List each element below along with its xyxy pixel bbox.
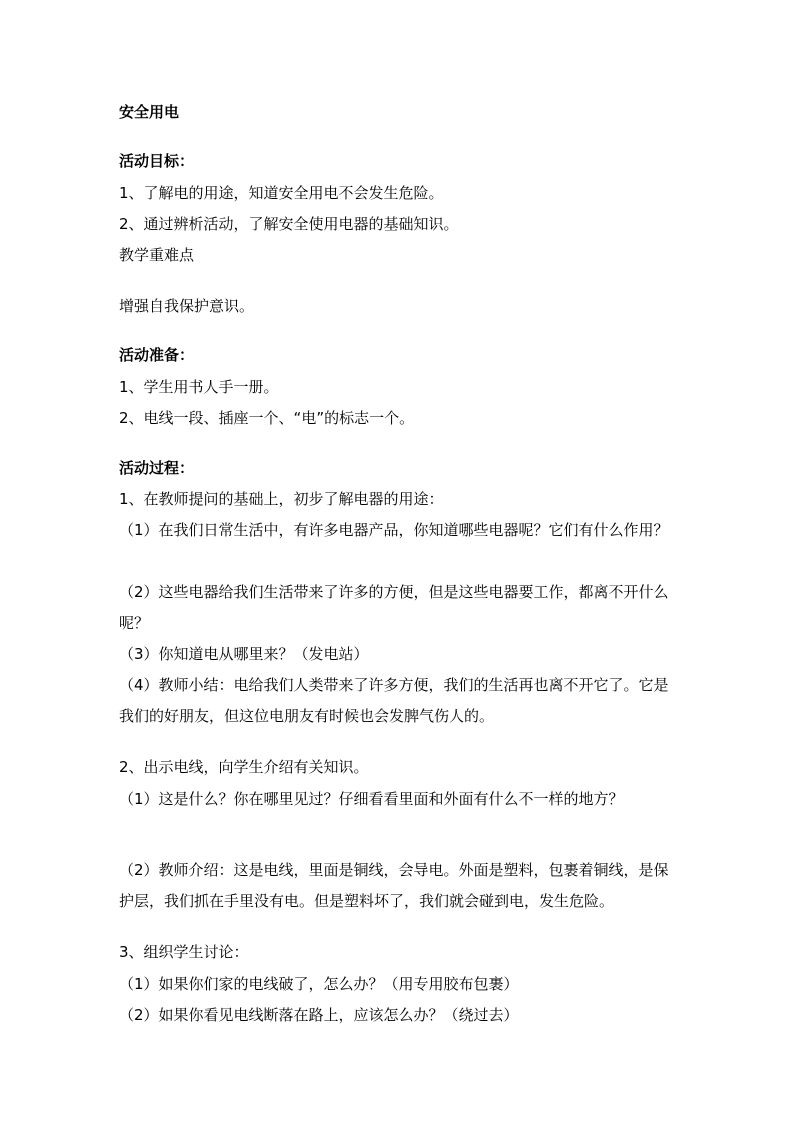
document-title: 安全用电 [119,103,180,121]
preparation-item-1: 1、学生用书人手一册。 [119,378,279,396]
preparation-item-2: 2、电线一段、插座一个、“电”的标志一个。 [119,409,415,427]
step2-question-2: （2）教师介绍：这是电线，里面是铜线，会导电。外面是塑料，包裹着铜线，是保护层，我们抓在手里没有电。但是塑料坏了，我们就会碰到电，发生危险。 [119,861,669,910]
step3-question-2: （2）如果你看见电线断落在路上，应该怎么办？（绕过去） [119,1006,519,1024]
objectives-heading: 活动目标： [119,152,195,170]
key-points-heading: 教学重难点 [119,246,195,264]
objective-item-2: 2、通过辨析活动，了解安全使用电器的基础知识。 [119,215,459,233]
step1-question-1: （1）在我们日常生活中，有许多电器产品，你知道哪些电器呢？它们有什么作用？ [119,521,669,539]
step2-title: 2、出示电线，向学生介绍有关知识。 [119,758,369,776]
key-points-text: 增强自我保护意识。 [119,297,255,315]
objective-item-1: 1、了解电的用途，知道安全用电不会发生危险。 [119,184,444,202]
step2-question-1: （1）这是什么？你在哪里见过？仔细看看里面和外面有什么不一样的地方？ [119,790,624,808]
step3-title: 3、组织学生讨论： [119,943,249,961]
process-heading: 活动过程： [119,459,195,477]
step1-title: 1、在教师提问的基础上，初步了解电器的用途： [119,490,444,508]
step1-question-3: （3）你知道电从哪里来？（发电站） [119,645,369,663]
step1-question-2: （2）这些电器给我们生活带来了许多的方便，但是这些电器要工作，都离不开什么呢？ [119,583,669,632]
step1-summary: （4）教师小结：电给我们人类带来了许多方便，我们的生活再也离不开它了。它是我们的好朋友，但这位电朋友有时候也会发脾气伤人的。 [119,676,669,725]
preparation-heading: 活动准备： [119,346,195,364]
step3-question-1: （1）如果你们家的电线破了，怎么办？（用专用胶布包裹） [119,975,519,993]
